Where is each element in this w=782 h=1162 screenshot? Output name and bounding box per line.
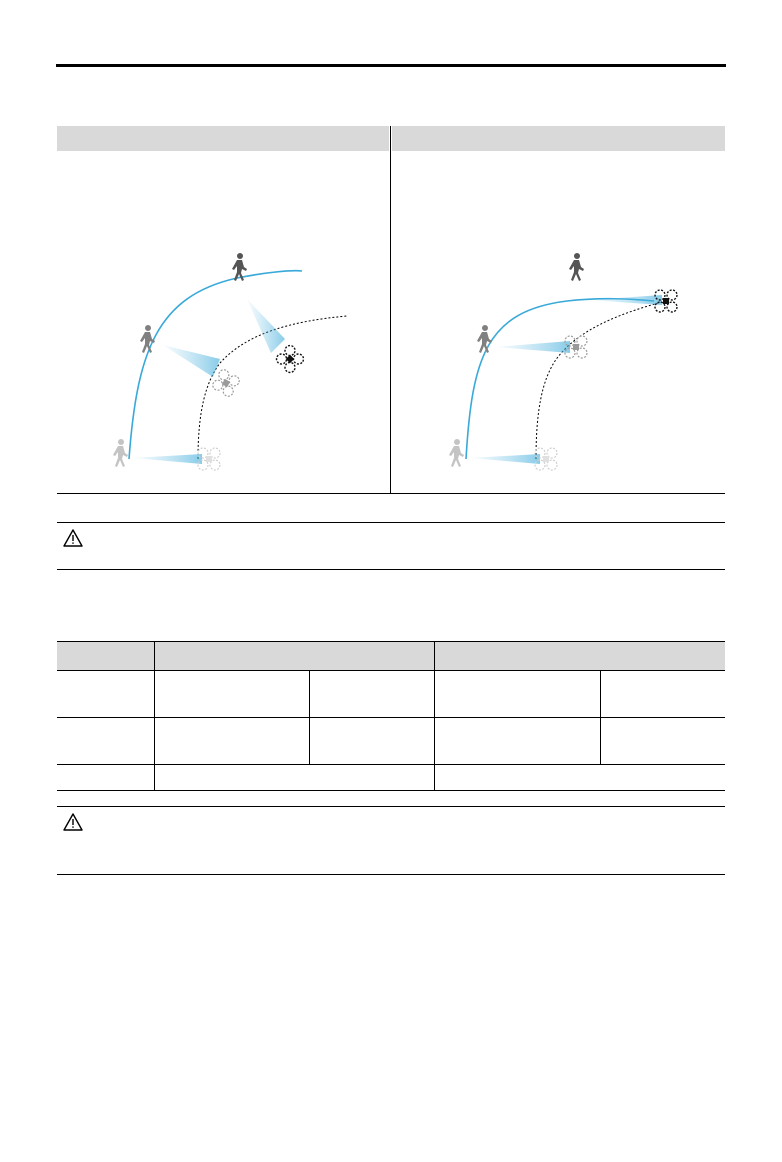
camera-beam <box>247 299 285 353</box>
table-column-divider <box>309 670 310 764</box>
drone-path-line <box>536 302 662 459</box>
person-walking-icon <box>449 439 464 467</box>
figure-column-header-left <box>57 126 389 151</box>
warning-icon <box>63 529 83 552</box>
table-rule <box>57 717 725 718</box>
illustration-right <box>392 151 725 493</box>
person-walking-icon <box>113 439 128 467</box>
table-rule <box>57 764 725 765</box>
warning-icon <box>63 813 83 836</box>
figure-column-header-right <box>392 126 725 151</box>
table-column-divider <box>600 670 601 764</box>
person-walking-icon <box>140 325 155 353</box>
person-walking-icon <box>477 325 492 353</box>
figure-comparison-table <box>57 126 725 494</box>
caution-block-1 <box>57 522 725 570</box>
subject-path-line <box>466 299 654 459</box>
drone-icon <box>211 368 241 398</box>
table-column-divider <box>434 641 435 791</box>
person-walking-icon <box>569 253 584 281</box>
drone-icon <box>274 343 305 374</box>
table-rule <box>57 790 725 791</box>
figure-column-divider <box>390 126 391 494</box>
camera-beam <box>470 454 540 464</box>
figure-table-bottom-rule <box>57 493 725 494</box>
illustration-left <box>57 151 389 493</box>
table-column-divider <box>154 641 155 791</box>
caution-block-2 <box>57 806 725 875</box>
camera-beam <box>590 295 662 305</box>
camera-beam <box>163 345 220 377</box>
page-top-rule <box>56 64 726 67</box>
spec-table-header-row <box>57 641 725 670</box>
camera-beam <box>496 341 570 353</box>
table-rule <box>57 670 725 671</box>
table-rule <box>57 641 725 642</box>
camera-beam <box>133 454 202 464</box>
